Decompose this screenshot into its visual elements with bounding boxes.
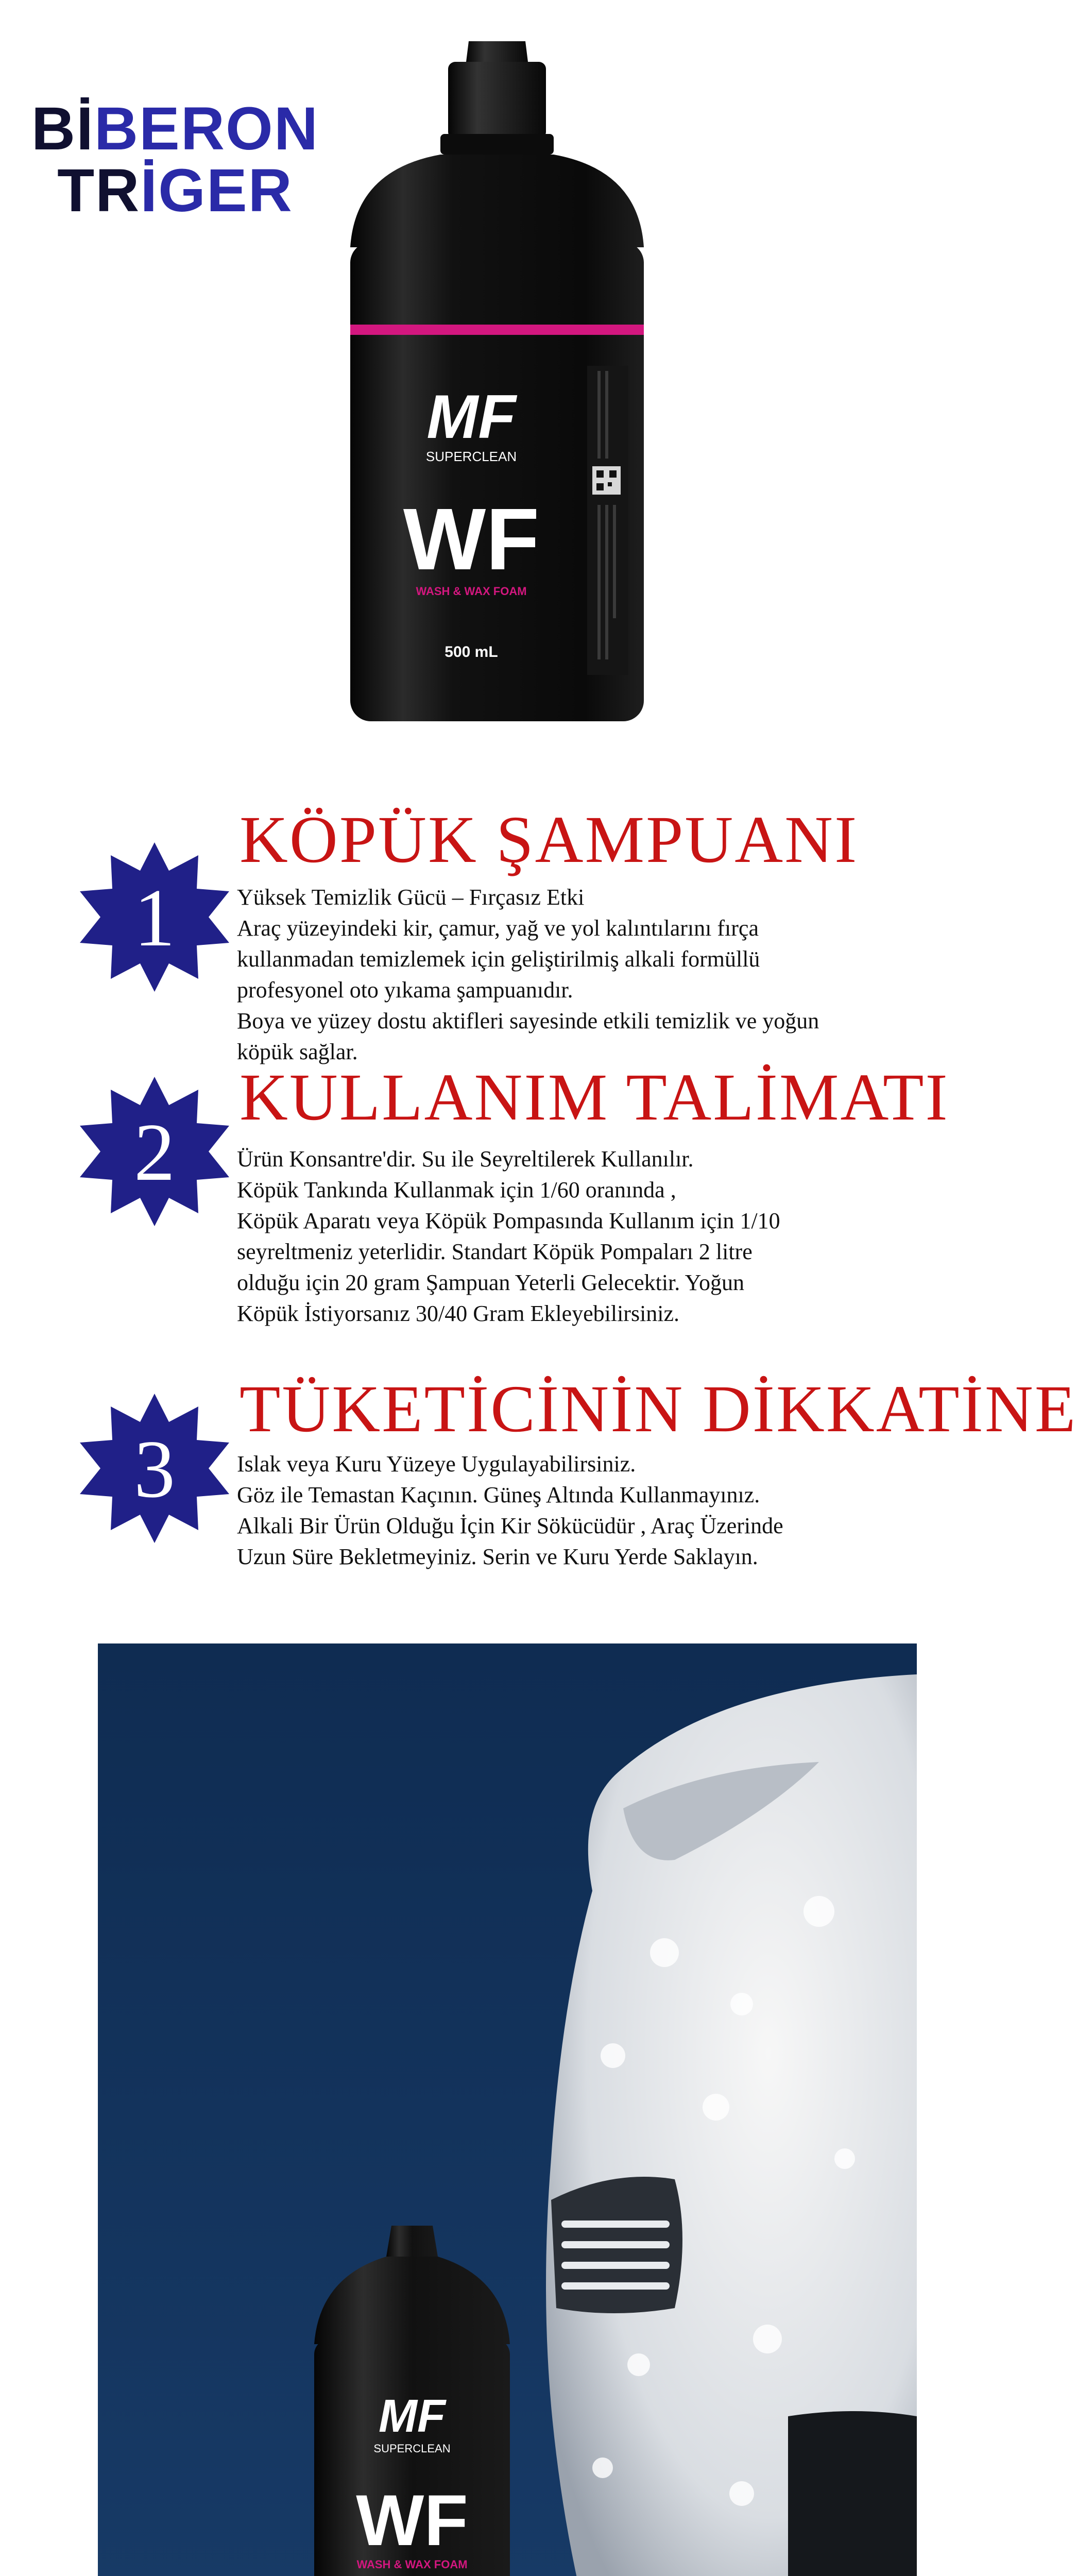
section-3-line: Uzun Süre Bekletmeyiniz. Serin ve Kuru Yerde Saklayın. — [237, 1544, 758, 1569]
section-2-line: Köpük İstiyorsanız 30/40 Gram Ekleyebilirsiniz. — [237, 1301, 680, 1326]
section-2-title: KULLANIM TALİMATI — [240, 1060, 949, 1134]
section-3-star-badge — [77, 1391, 232, 1546]
section-3-line: Islak veya Kuru Yüzeye Uygulayabilirsiniz. — [237, 1451, 636, 1477]
section-1-star-badge — [77, 840, 232, 994]
section-2-number: 2 — [134, 1106, 175, 1198]
section-1-title: KÖPÜK ŞAMPUANI — [240, 803, 859, 877]
scene-product-logo: MF — [379, 2391, 446, 2442]
section-2-line: Köpük Tankında Kullanmak için 1/60 oranında , — [237, 1177, 676, 1202]
product-volume: 500 mL — [445, 643, 498, 660]
product-sublogo: SUPERCLEAN — [425, 449, 517, 464]
section-1-line: Araç yüzeyindeki kir, çamur, yağ ve yol kalıntılarını fırça — [237, 916, 759, 941]
brand-line-2: TRİGER — [57, 157, 293, 225]
brand-heading — [31, 95, 319, 225]
section-1-line: profesyonel oto yıkama şampuanıdır. — [237, 977, 573, 1003]
section-3-line: Göz ile Temastan Kaçının. Güneş Altında Kullanmayınız. — [237, 1482, 760, 1507]
car-foam-photo — [98, 1643, 917, 2576]
scene-product-variant: WASH & WAX FOAM — [356, 2558, 468, 2571]
section-1-body — [237, 882, 958, 1067]
product-code: WF — [403, 490, 540, 588]
section-2-line: Ürün Konsantre'dir. Su ile Seyreltilerek Kullanılır. — [237, 1146, 694, 1172]
section-1-line: Yüksek Temizlik Gücü – Fırçasız Etki — [237, 885, 585, 910]
section-3-body — [237, 1449, 958, 1572]
scene-product-code: WF — [356, 2480, 468, 2561]
product-logo: MF — [426, 382, 516, 451]
section-3-title: TÜKETİCİNİN DİKKATİNE — [240, 1372, 1077, 1446]
section-1-line: Boya ve yüzey dostu aktifleri sayesinde etkili temizlik ve yoğun — [237, 1008, 819, 1033]
section-2-star-badge — [77, 1074, 232, 1229]
brand-line-1: BİBERON — [31, 95, 319, 163]
scene-product-sublogo: SUPERCLEAN — [373, 2442, 451, 2455]
section-2-line: seyreltmeniz yeterlidir. Standart Köpük Pompaları 2 litre — [237, 1239, 753, 1264]
section-2-line: Köpük Aparatı veya Köpük Pompasında Kullanım için 1/10 — [237, 1208, 780, 1233]
section-1-number: 1 — [134, 872, 175, 963]
section-3-number: 3 — [134, 1423, 175, 1515]
section-1-line: köpük sağlar. — [237, 1039, 358, 1064]
section-3-line: Alkali Bir Ürün Olduğu İçin Kir Sökücüdür , Araç Üzerinde — [237, 1513, 783, 1538]
section-1-line: kullanmadan temizlemek için geliştirilmiş alkali formüllü — [237, 946, 760, 972]
section-2-body — [237, 1144, 958, 1329]
product-bottle-image — [330, 31, 664, 737]
section-2-line: olduğu için 20 gram Şampuan Yeterli Gelecektir. Yoğun — [237, 1270, 745, 1295]
product-variant: WASH & WAX FOAM — [416, 585, 527, 598]
